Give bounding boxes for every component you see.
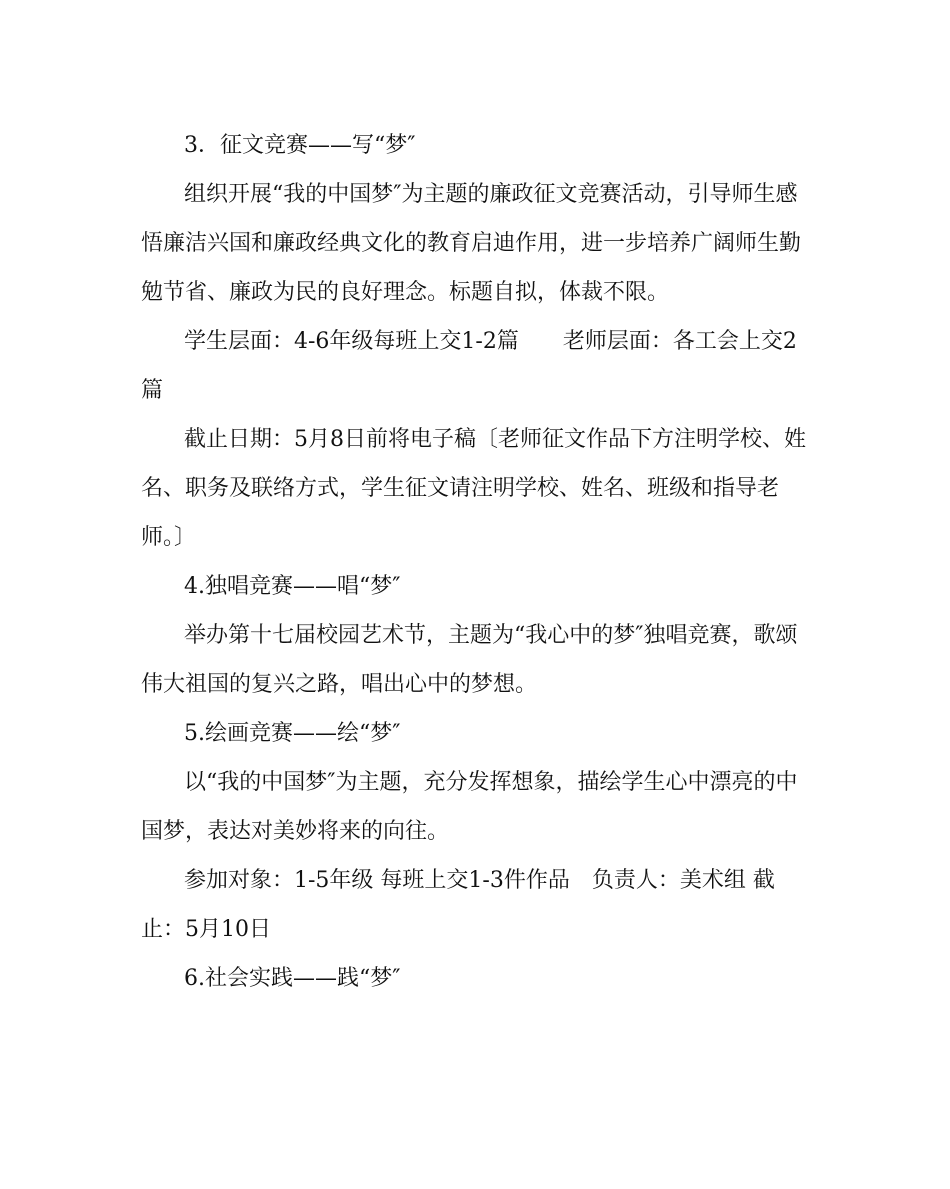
heading-solo-singing-contest: 4.独唱竞赛——唱“梦″ [184,574,401,599]
paragraph-line: 学生层面：4-6年级每班上交1-2篇 老师层面：各工会上交2 [184,329,797,354]
heading-painting-contest: 5.绘画竞赛——绘“梦″ [184,721,401,746]
paragraph-line: 截止日期：5月8日前将电子稿〔老师征文作品下方注明学校、姓 [184,427,806,452]
paragraph-line: 师。〕 [141,525,197,550]
paragraph-line: 勉节省、廉政为民的良好理念。标题自拟，体裁不限。 [141,280,670,305]
paragraph-line: 举办第十七届校园艺术节，主题为“我心中的梦″独唱竞赛，歌颂 [184,623,798,648]
paragraph-line: 参加对象：1-5年级 每班上交1-3件作品 负责人：美术组 截 [184,868,775,893]
paragraph-line: 组织开展“我的中国梦″为主题的廉政征文竞赛活动，引导师生感 [184,182,798,207]
paragraph-line: 以“我的中国梦″为主题，充分发挥想象，描绘学生心中漂亮的中 [184,770,798,795]
paragraph-line: 名、职务及联络方式，学生征文请注明学校、姓名、班级和指导老 [141,476,780,501]
paragraph-line: 止：5月10日 [141,917,271,942]
heading-social-practice: 6.社会实践——践“梦″ [184,966,401,991]
paragraph-line: 悟廉洁兴国和廉政经典文化的教育启迪作用，进一步培养广阔师生勤 [141,231,802,256]
paragraph-line: 篇 [141,378,164,403]
paragraph-line: 伟大祖国的复兴之路，唱出心中的梦想。 [141,672,538,697]
heading-essay-contest: 3．征文竞赛——写“梦″ [184,133,416,158]
paragraph-line: 国梦，表达对美妙将来的向往。 [141,819,450,844]
